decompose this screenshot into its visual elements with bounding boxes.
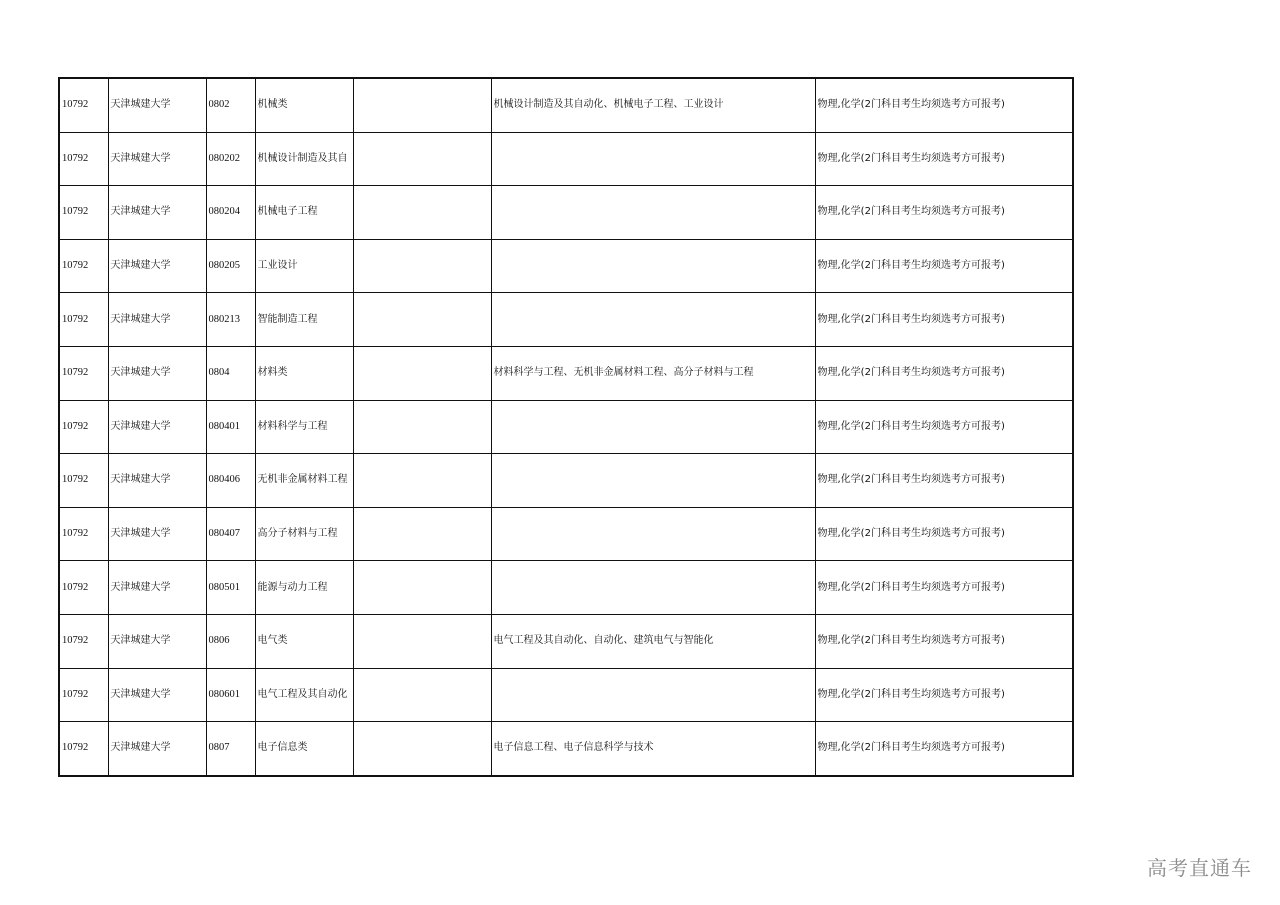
school-code-cell: 10792 <box>59 132 108 186</box>
school-code-cell: 10792 <box>59 346 108 400</box>
major-name-cell: 无机非金属材料工程 <box>255 454 353 508</box>
note-cell <box>353 507 491 561</box>
included-majors-cell <box>491 186 815 240</box>
major-code-cell: 080205 <box>206 239 255 293</box>
table-row <box>59 507 1073 561</box>
school-code-cell: 10792 <box>59 239 108 293</box>
school-name-cell: 天津城建大学 <box>108 561 206 615</box>
school-code-cell: 10792 <box>59 78 108 132</box>
subject-requirement-cell: 物理,化学(2门科目考生均须选考方可报考) <box>815 722 1073 776</box>
included-majors-cell: 电子信息工程、电子信息科学与技术 <box>491 722 815 776</box>
major-name-cell: 电气工程及其自动化 <box>255 668 353 722</box>
included-majors-cell <box>491 507 815 561</box>
table-row <box>59 346 1073 400</box>
subject-requirement-cell: 物理,化学(2门科目考生均须选考方可报考) <box>815 346 1073 400</box>
table-row <box>59 186 1073 240</box>
subject-requirement-cell: 物理,化学(2门科目考生均须选考方可报考) <box>815 454 1073 508</box>
table-row <box>59 668 1073 722</box>
major-code-cell: 080202 <box>206 132 255 186</box>
table-row <box>59 400 1073 454</box>
subject-requirement-cell: 物理,化学(2门科目考生均须选考方可报考) <box>815 561 1073 615</box>
school-code-cell: 10792 <box>59 186 108 240</box>
table-row <box>59 614 1073 668</box>
major-code-cell: 080213 <box>206 293 255 347</box>
major-code-cell: 080401 <box>206 400 255 454</box>
table-row <box>59 239 1073 293</box>
major-code-cell: 080204 <box>206 186 255 240</box>
included-majors-cell: 电气工程及其自动化、自动化、建筑电气与智能化 <box>491 614 815 668</box>
major-name-cell: 智能制造工程 <box>255 293 353 347</box>
note-cell <box>353 454 491 508</box>
school-name-cell: 天津城建大学 <box>108 400 206 454</box>
watermark-logo: 高考直通车 <box>1147 856 1252 880</box>
school-name-cell: 天津城建大学 <box>108 132 206 186</box>
subject-requirement-cell: 物理,化学(2门科目考生均须选考方可报考) <box>815 293 1073 347</box>
major-code-cell: 080501 <box>206 561 255 615</box>
major-code-cell: 0806 <box>206 614 255 668</box>
subject-requirement-cell: 物理,化学(2门科目考生均须选考方可报考) <box>815 239 1073 293</box>
major-name-cell: 电子信息类 <box>255 722 353 776</box>
subject-requirement-cell: 物理,化学(2门科目考生均须选考方可报考) <box>815 132 1073 186</box>
note-cell <box>353 561 491 615</box>
note-cell <box>353 132 491 186</box>
school-name-cell: 天津城建大学 <box>108 186 206 240</box>
school-name-cell: 天津城建大学 <box>108 722 206 776</box>
major-name-cell: 高分子材料与工程 <box>255 507 353 561</box>
major-name-cell: 材料类 <box>255 346 353 400</box>
school-code-cell: 10792 <box>59 507 108 561</box>
subject-requirement-cell: 物理,化学(2门科目考生均须选考方可报考) <box>815 507 1073 561</box>
note-cell <box>353 186 491 240</box>
table-row <box>59 561 1073 615</box>
table-row <box>59 132 1073 186</box>
note-cell <box>353 239 491 293</box>
major-name-cell: 工业设计 <box>255 239 353 293</box>
included-majors-cell <box>491 239 815 293</box>
major-code-cell: 0807 <box>206 722 255 776</box>
school-name-cell: 天津城建大学 <box>108 668 206 722</box>
school-name-cell: 天津城建大学 <box>108 507 206 561</box>
subject-requirement-cell: 物理,化学(2门科目考生均须选考方可报考) <box>815 400 1073 454</box>
included-majors-cell <box>491 668 815 722</box>
school-name-cell: 天津城建大学 <box>108 293 206 347</box>
major-code-cell: 0804 <box>206 346 255 400</box>
included-majors-cell <box>491 132 815 186</box>
major-code-cell: 0802 <box>206 78 255 132</box>
note-cell <box>353 614 491 668</box>
major-code-cell: 080406 <box>206 454 255 508</box>
major-name-cell: 能源与动力工程 <box>255 561 353 615</box>
table-body <box>59 78 1073 776</box>
note-cell <box>353 346 491 400</box>
school-code-cell: 10792 <box>59 400 108 454</box>
included-majors-cell: 材料科学与工程、无机非金属材料工程、高分子材料与工程 <box>491 346 815 400</box>
subject-requirement-cell: 物理,化学(2门科目考生均须选考方可报考) <box>815 78 1073 132</box>
note-cell <box>353 78 491 132</box>
school-code-cell: 10792 <box>59 454 108 508</box>
included-majors-cell: 机械设计制造及其自动化、机械电子工程、工业设计 <box>491 78 815 132</box>
included-majors-cell <box>491 400 815 454</box>
school-code-cell: 10792 <box>59 293 108 347</box>
school-name-cell: 天津城建大学 <box>108 614 206 668</box>
major-name-cell: 材料科学与工程 <box>255 400 353 454</box>
note-cell <box>353 722 491 776</box>
major-code-cell: 080407 <box>206 507 255 561</box>
major-name-cell: 机械类 <box>255 78 353 132</box>
school-code-cell: 10792 <box>59 668 108 722</box>
school-code-cell: 10792 <box>59 561 108 615</box>
school-name-cell: 天津城建大学 <box>108 239 206 293</box>
school-name-cell: 天津城建大学 <box>108 454 206 508</box>
major-name-cell: 电气类 <box>255 614 353 668</box>
included-majors-cell <box>491 561 815 615</box>
school-code-cell: 10792 <box>59 722 108 776</box>
school-code-cell: 10792 <box>59 614 108 668</box>
school-name-cell: 天津城建大学 <box>108 346 206 400</box>
school-name-cell: 天津城建大学 <box>108 78 206 132</box>
major-name-cell: 机械电子工程 <box>255 186 353 240</box>
requirements-table <box>58 77 1074 777</box>
subject-requirement-cell: 物理,化学(2门科目考生均须选考方可报考) <box>815 614 1073 668</box>
note-cell <box>353 400 491 454</box>
note-cell <box>353 668 491 722</box>
included-majors-cell <box>491 293 815 347</box>
table-row <box>59 454 1073 508</box>
included-majors-cell <box>491 454 815 508</box>
table-row <box>59 78 1073 132</box>
table-row <box>59 293 1073 347</box>
subject-requirement-cell: 物理,化学(2门科目考生均须选考方可报考) <box>815 186 1073 240</box>
table-row <box>59 722 1073 776</box>
major-name-cell: 机械设计制造及其自 <box>255 132 353 186</box>
major-code-cell: 080601 <box>206 668 255 722</box>
subject-requirement-cell: 物理,化学(2门科目考生均须选考方可报考) <box>815 668 1073 722</box>
note-cell <box>353 293 491 347</box>
